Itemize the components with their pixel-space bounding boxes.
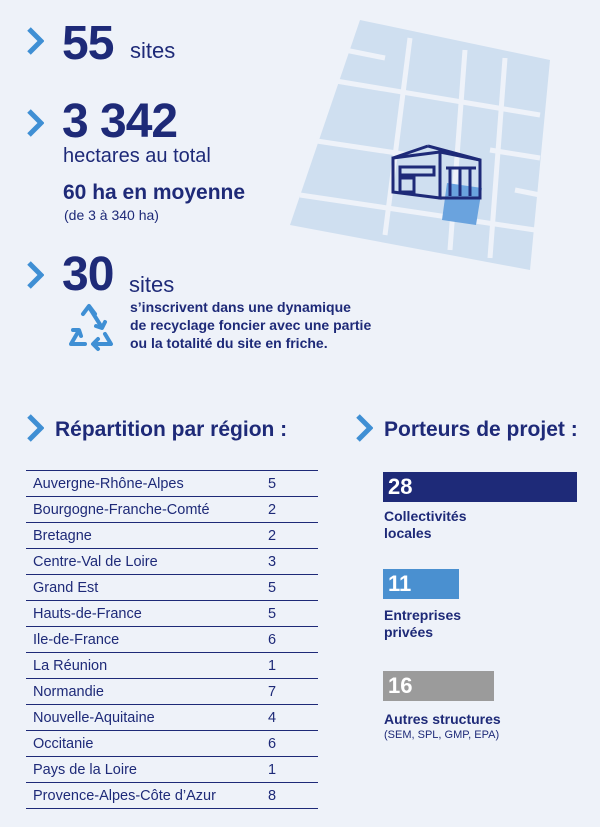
region-value: 4 xyxy=(268,705,318,731)
region-value: 3 xyxy=(268,549,318,575)
chevron-right-icon xyxy=(26,26,44,56)
region-value: 6 xyxy=(268,731,318,757)
region-value: 5 xyxy=(268,601,318,627)
region-name: Grand Est xyxy=(26,575,268,601)
recycling-description xyxy=(130,298,371,352)
chevron-right-icon xyxy=(355,413,373,443)
porteur-label-line: Collectivités xyxy=(384,508,467,524)
recycling-count: 30 xyxy=(62,248,114,301)
region-row xyxy=(26,575,318,601)
porteur-label-entreprises xyxy=(384,607,461,641)
region-name: Provence-Alpes-Côte d’Azur xyxy=(26,783,268,809)
sites-unit: sites xyxy=(130,38,176,63)
region-row xyxy=(26,601,318,627)
region-name: Normandie xyxy=(26,679,268,705)
porteur-label-line: Entreprises xyxy=(384,607,462,623)
porteurs-title: Porteurs de projet : xyxy=(384,418,578,441)
region-value: 7 xyxy=(268,679,318,705)
region-name: La Réunion xyxy=(26,653,268,679)
chevron-right-icon xyxy=(26,413,44,443)
recycling-desc-line: de recyclage foncier avec une partie xyxy=(130,317,372,333)
region-row xyxy=(26,497,318,523)
region-name: Pays de la Loire xyxy=(26,757,268,783)
recycling-unit: sites xyxy=(129,272,175,297)
chevron-right-icon xyxy=(26,108,44,138)
region-value: 1 xyxy=(268,653,318,679)
region-name: Auvergne-Rhône-Alpes xyxy=(26,471,268,497)
porteur-bar-entreprises: 11 xyxy=(383,569,459,599)
average-range: (de 3 à 340 ha) xyxy=(64,207,159,223)
region-row xyxy=(26,471,318,497)
region-row xyxy=(26,653,318,679)
region-value: 5 xyxy=(268,575,318,601)
porteur-label-autres: Autres structures xyxy=(384,711,501,727)
region-row xyxy=(26,627,318,653)
region-name: Bourgogne-Franche-Comté xyxy=(26,497,268,523)
region-row xyxy=(26,705,318,731)
region-name: Nouvelle-Aquitaine xyxy=(26,705,268,731)
region-value: 5 xyxy=(268,471,318,497)
porteur-bar-collectivites: 28 xyxy=(383,472,577,502)
average-surface: 60 ha en moyenne xyxy=(63,181,246,204)
porteur-label-line: privées xyxy=(384,624,434,640)
regions-title: Répartition par région : xyxy=(55,418,288,441)
porteur-label-line: locales xyxy=(384,525,432,541)
recycle-icon xyxy=(65,302,117,354)
recycling-desc-line: ou la totalité du site en friche. xyxy=(130,335,328,351)
region-value: 6 xyxy=(268,627,318,653)
hectares-total: 3 342 xyxy=(62,95,178,148)
factory-building-icon xyxy=(388,140,488,202)
region-row xyxy=(26,731,318,757)
region-row xyxy=(26,679,318,705)
region-value: 1 xyxy=(268,757,318,783)
chevron-right-icon xyxy=(26,260,44,290)
region-name: Ile-de-France xyxy=(26,627,268,653)
region-name: Hauts-de-France xyxy=(26,601,268,627)
region-name: Bretagne xyxy=(26,523,268,549)
region-row xyxy=(26,783,318,809)
region-row xyxy=(26,757,318,783)
porteur-label-collectivites xyxy=(384,508,466,542)
regions-table xyxy=(26,470,318,809)
hectares-label: hectares au total xyxy=(63,145,211,167)
porteur-bar-autres: 16 xyxy=(383,671,494,701)
region-name: Centre-Val de Loire xyxy=(26,549,268,575)
region-value: 2 xyxy=(268,523,318,549)
region-row xyxy=(26,523,318,549)
porteur-note-autres: (SEM, SPL, GMP, EPA) xyxy=(384,729,500,741)
recycling-desc-line: s’inscrivent dans une dynamique xyxy=(130,299,351,315)
region-value: 2 xyxy=(268,497,318,523)
region-name: Occitanie xyxy=(26,731,268,757)
sites-count: 55 xyxy=(62,17,114,70)
region-row xyxy=(26,549,318,575)
region-value: 8 xyxy=(268,783,318,809)
